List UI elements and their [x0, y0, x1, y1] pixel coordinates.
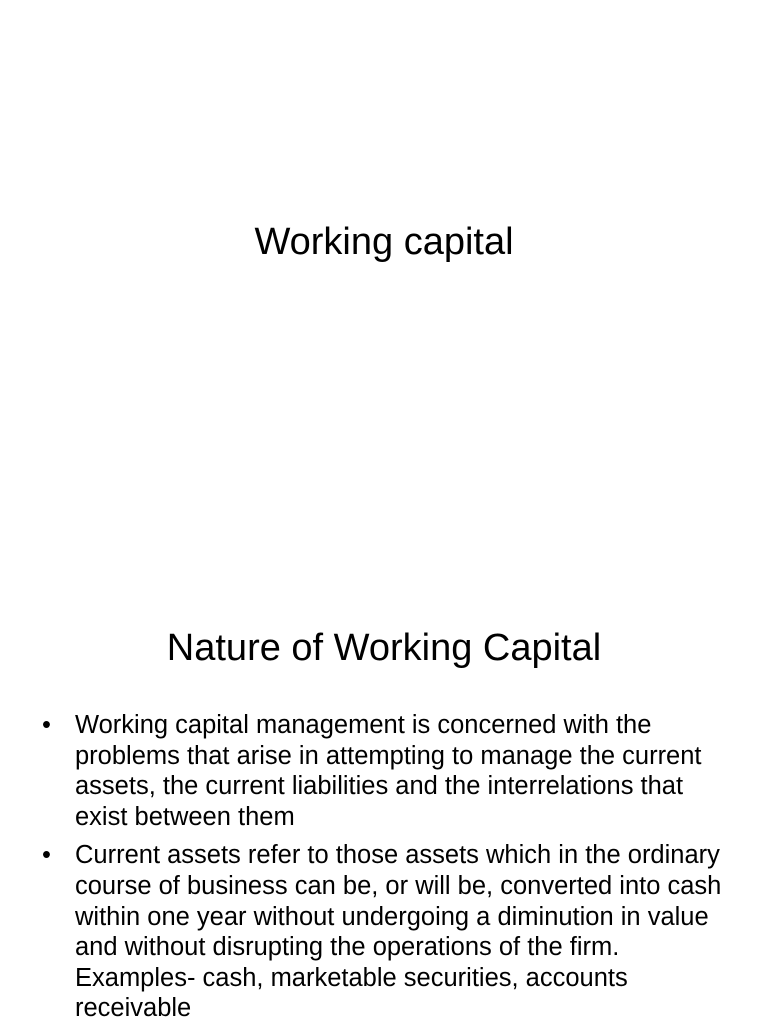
bullet-item — [38, 710, 733, 832]
bullet-icon: • — [42, 711, 51, 739]
bullet-icon: • — [42, 841, 51, 870]
slide-title: Nature of Working Capital — [166, 627, 602, 669]
bullet-list — [38, 710, 733, 1024]
bullet-text: Working capital management is concerned with the problems that arise in attempting to manage the current assets, the current liabilities and the interrelations that exist between them — [75, 711, 702, 831]
bullet-text: Current assets refer to those assets which in the ordinary course of business can be, or will be, converted into cash within one year without undergoing a diminution in value and without disrupting the operations of the firm. Examples- cash, marketable securities, accounts receivable — [75, 841, 722, 1023]
slide-nature-of-working-capital — [0, 576, 768, 1024]
bullet-item — [38, 840, 733, 1024]
slide-title: Working capital — [254, 221, 514, 263]
